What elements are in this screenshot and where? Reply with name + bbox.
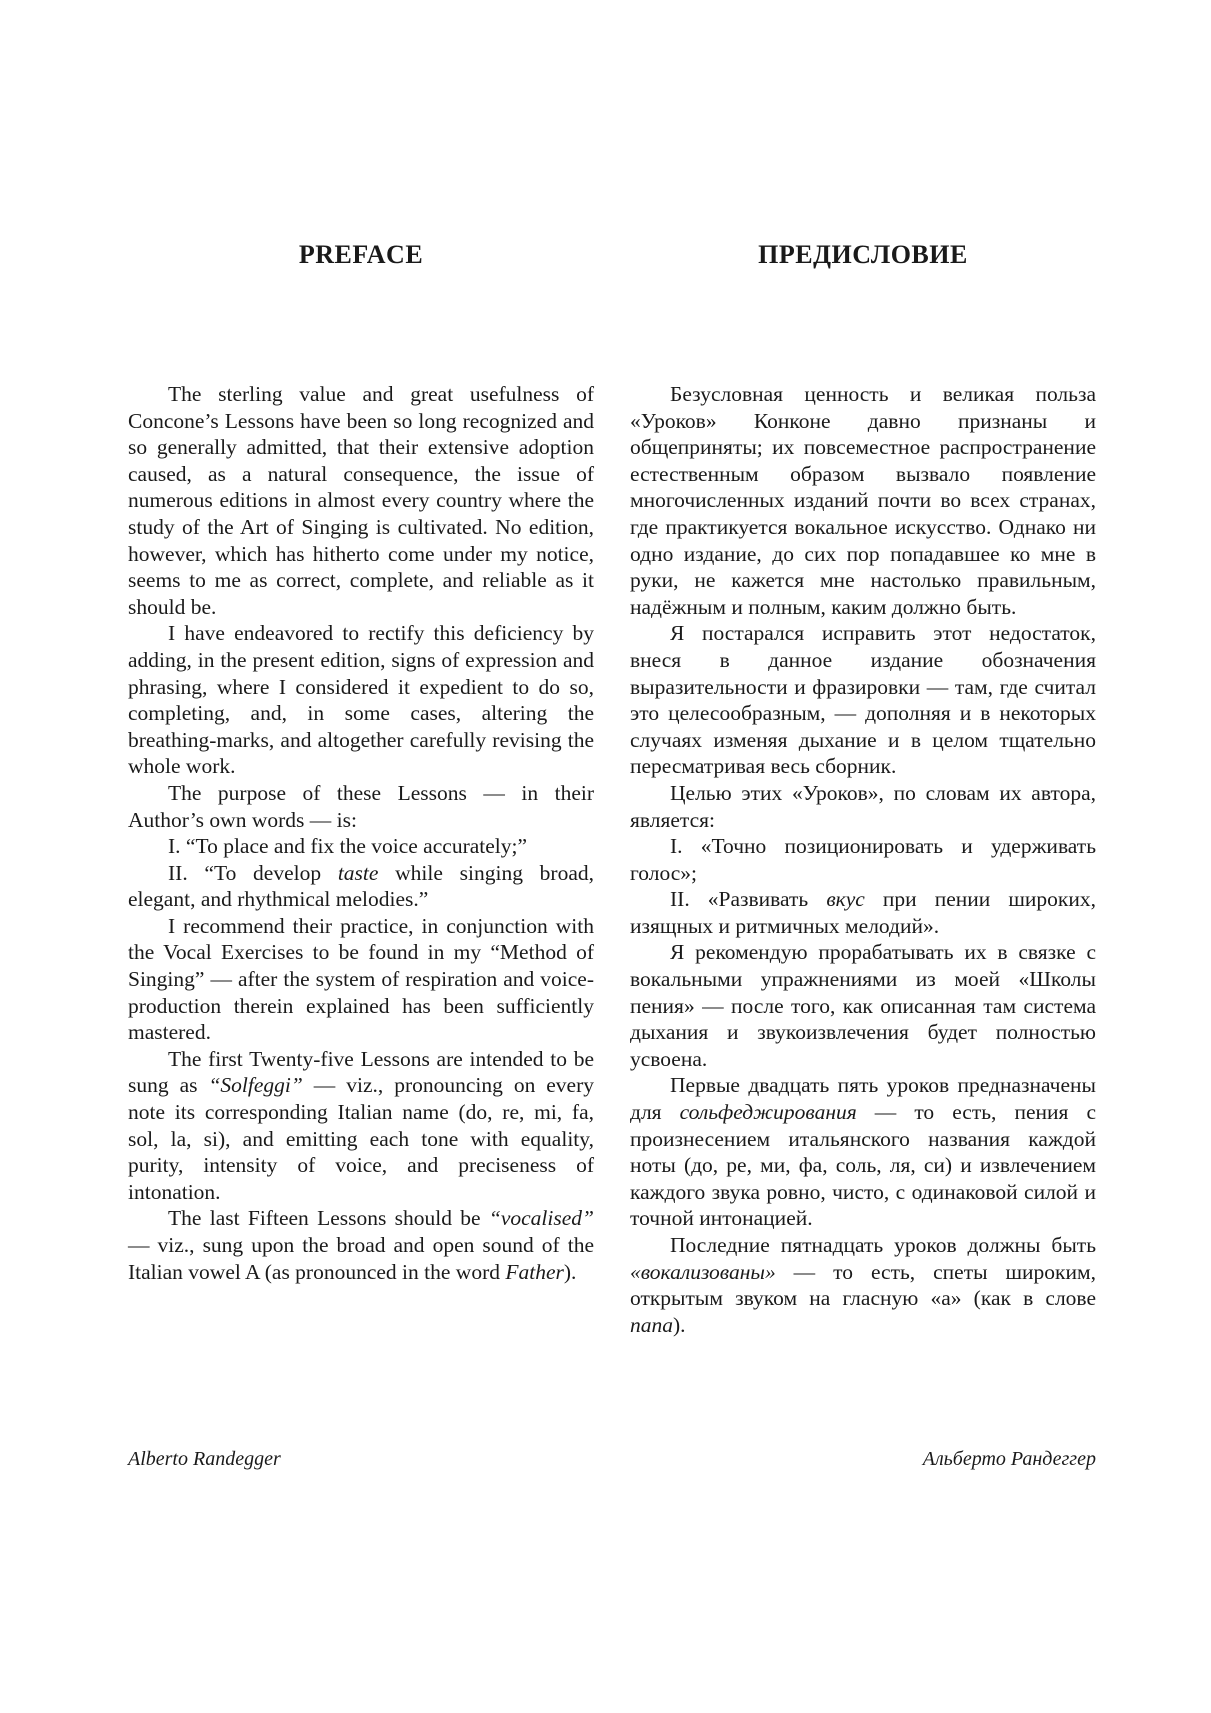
english-paragraph-3: The purpose of these Lessons — in their Author’s own words — is: <box>128 780 594 832</box>
text-run: — то есть, спеты широким, открытым звуком на гласную «а» (как в слове <box>630 1259 1096 1311</box>
russian-paragraph-3: Целью этих «Уроков», по словам их автора, является: <box>630 780 1096 832</box>
emphasis: сольфеджирования <box>679 1100 857 1125</box>
emphasis: Father <box>505 1259 564 1284</box>
emphasis: «вокализованы» <box>630 1259 776 1284</box>
english-paragraph-5 <box>128 860 594 913</box>
text-run: при пении широких, изящных и ритмичных мелодий». <box>630 887 1096 938</box>
text-run: ). <box>563 1259 577 1284</box>
russian-paragraph-5 <box>630 886 1096 939</box>
russian-body <box>630 381 1096 1338</box>
text-run: The first Twenty-five Lessons are intended to be sung as <box>128 1046 594 1098</box>
english-paragraph-1: The sterling value and great usefulness of Concone’s Lessons have been so long recognized and so generally admitted, that their extensive adoption caused, as a natural consequence, the issue of numerous editions in almost every country where the study of the Art of Singing is cultivated. No edition, however, which has hitherto come under my notice, seems to me as correct, complete, and reliable as it should be. <box>128 382 594 619</box>
russian-paragraph-6: Я рекомендую прорабатывать их в связке с вокальными упражнениями из моей «Школы пения» — после того, как описанная там система дыхания и звукоизвлечения будет полностью усвоена. <box>630 940 1096 1071</box>
english-paragraph-7 <box>128 1046 594 1206</box>
english-signature: Alberto Randegger <box>128 1448 281 1470</box>
emphasis: “Solfeggi” <box>208 1073 303 1098</box>
emphasis: папа <box>630 1312 673 1337</box>
emphasis: taste <box>337 860 379 885</box>
text-run: — viz., sung upon the broad and open sound of the Italian vowel A (as pronounced in the word <box>128 1233 594 1284</box>
text-run: Первые двадцать пять уроков предназначены для <box>630 1073 1096 1125</box>
russian-paragraph-1: Безусловная ценность и великая польза «Уроков» Конконе давно признаны и общеприняты; их повсеместное распространение естественным образом вызвало появление многочисленных изданий почти во всех странах, где практикуется вокальное искусство. Однако ни одно издание, до сих пор попадавшее ко мне в руки, не кажется мне настолько правильным, надёжным и полным, каким должно быть. <box>630 382 1096 619</box>
english-paragraph-6: I recommend their practice, in conjunction with the Vocal Exercises to be found in my “Method of Singing” — after the system of respiration and voice-production therein explained has been sufficiently mastered. <box>128 913 594 1045</box>
russian-signature: Альберто Рандеггер <box>922 1448 1096 1470</box>
text-run: — viz., pronouncing on every note its corresponding Italian name (do, re, mi, fa, sol, la, si), and emitting each tone with equality, purity, intensity of voice, and preciseness of intonation. <box>128 1073 595 1204</box>
english-paragraph-2: I have endeavored to rectify this deficiency by adding, in the present edition, signs of expression and phrasing, where I considered it expedient to do so, completing, and, in some cases, altering the breathing-marks, and altogether carefully revising the whole work. <box>128 621 594 779</box>
english-body <box>128 381 594 1285</box>
english-title: PREFACE <box>298 240 424 269</box>
russian-title: ПРЕДИСЛОВИЕ <box>758 240 968 269</box>
text-run: The last Fifteen Lessons should be <box>168 1206 489 1231</box>
russian-paragraph-2: Я постарался исправить этот недостаток, внеся в данное издание обозначения выразительности и фразировки — там, где считал это целесообразным, — дополняя и в некоторых случаях изменяя дыхание и в целом тщательно пересматривая весь сборник. <box>630 621 1096 779</box>
english-paragraph-4: I. “To place and fix the voice accurately;” <box>168 834 528 859</box>
text-run: II. “To develop <box>168 860 338 885</box>
text-run: while singing broad, elegant, and rhythmical melodies.” <box>128 860 594 912</box>
russian-paragraph-7 <box>630 1072 1096 1232</box>
emphasis: “vocalised” <box>488 1206 594 1231</box>
text-run: ). <box>673 1312 686 1337</box>
text-run: II. «Развивать <box>670 887 827 912</box>
emphasis: вкус <box>826 887 865 912</box>
text-run: Последние пятнадцать уроков должны быть <box>670 1233 1096 1257</box>
russian-paragraph-8 <box>630 1232 1096 1338</box>
russian-paragraph-4: I. «Точно позиционировать и удерживать голос»; <box>630 834 1096 885</box>
english-paragraph-8 <box>128 1205 594 1285</box>
text-run: — то есть, пения с произнесением итальянского названия каждой ноты (до, ре, ми, фа, соль, ля, си) и извлечением каждого звука ровно, чисто, с одинаковой силой и точной интонацией. <box>630 1100 1096 1231</box>
